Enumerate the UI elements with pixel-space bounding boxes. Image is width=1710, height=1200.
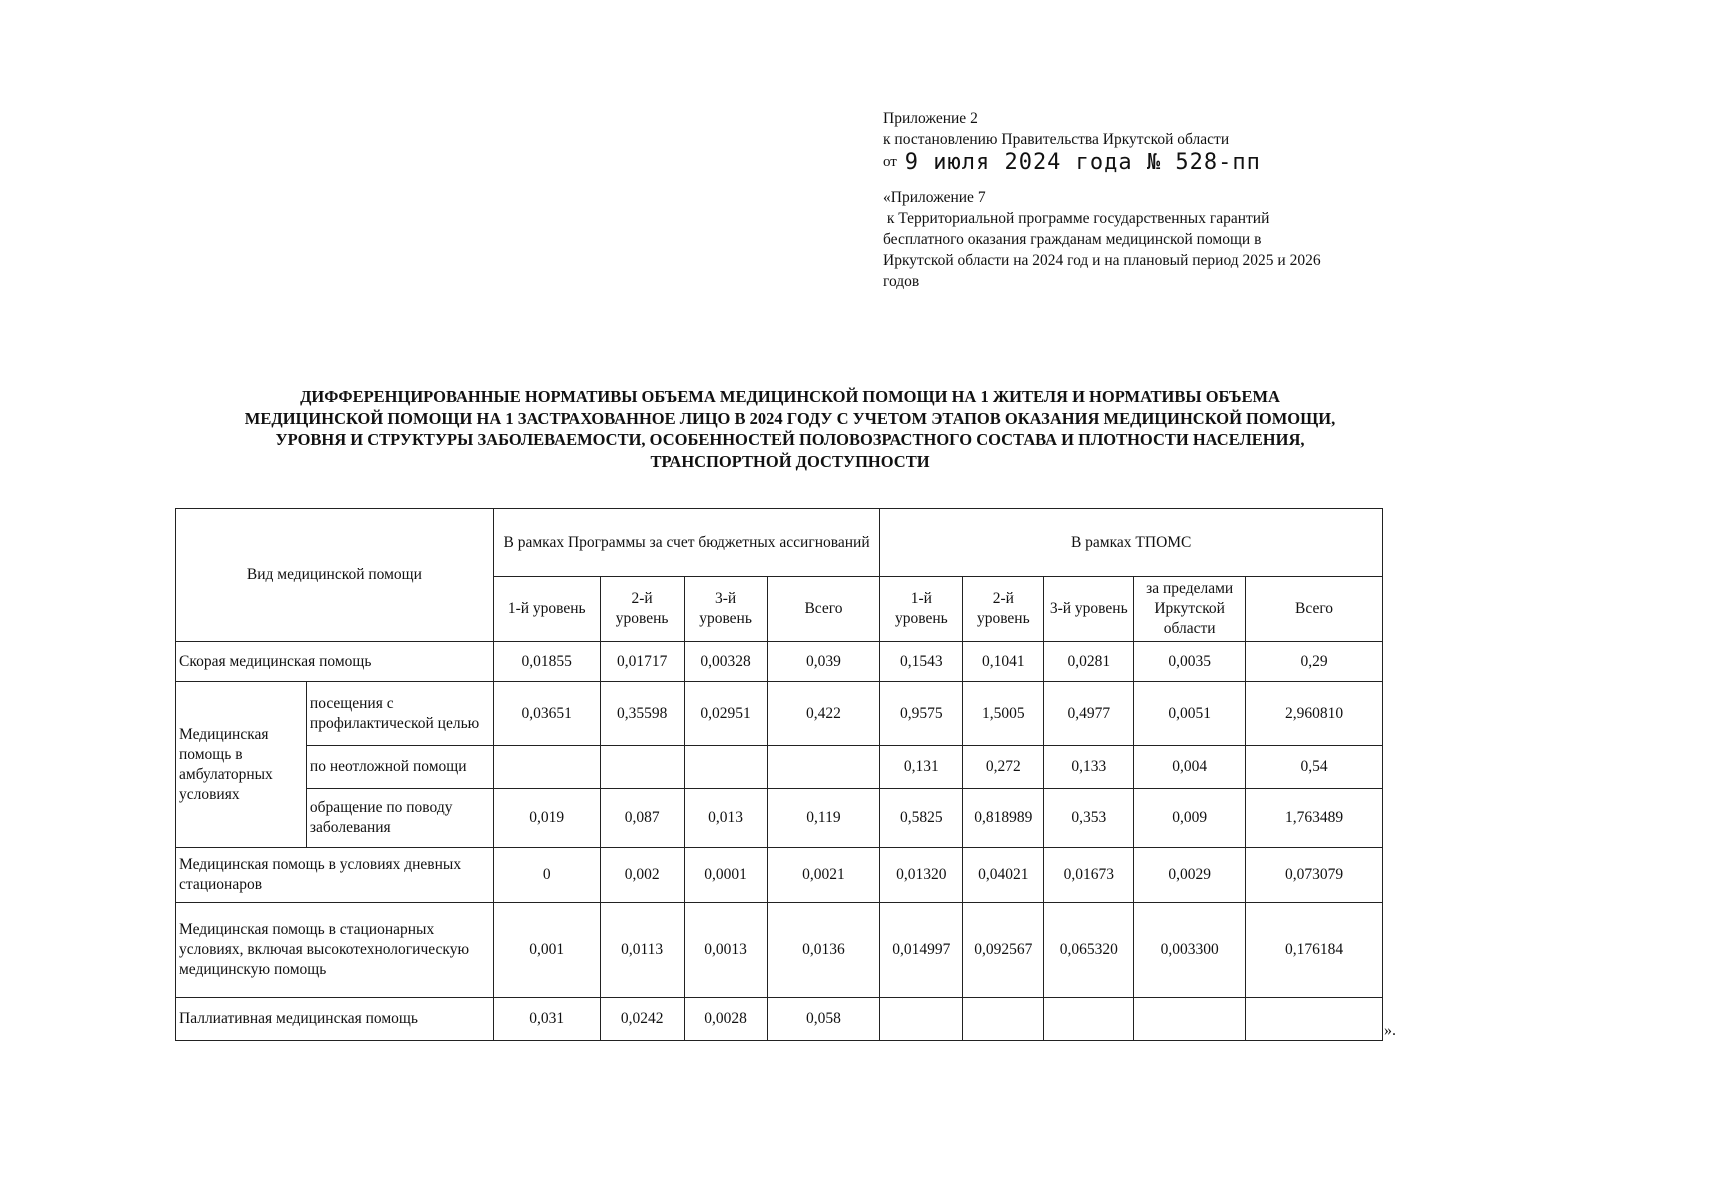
table-cell: 0,0013 (684, 903, 767, 998)
table-cell: 0,001 (493, 903, 600, 998)
table-row (176, 789, 1383, 848)
appendix-number: Приложение 2 (883, 110, 978, 127)
table-cell: 0,065320 (1044, 903, 1134, 998)
table-cell (493, 746, 600, 789)
table-cell: 0,0281 (1044, 642, 1134, 682)
program-line-2: бесплатного оказания гражданам медицинской помощи в (883, 231, 1262, 248)
header-kind: Вид медицинской помощи (176, 509, 494, 642)
table-cell: 0,0021 (767, 848, 880, 903)
table-cell: 0,29 (1246, 642, 1383, 682)
table-cell: 0,0001 (684, 848, 767, 903)
table-cell: 0,9575 (880, 682, 963, 746)
table-cell: 0,54 (1246, 746, 1383, 789)
table-cell: 1,5005 (963, 682, 1044, 746)
appendix-header (883, 108, 1403, 292)
table-cell: 0,0051 (1134, 682, 1246, 746)
table-cell: 0,03651 (493, 682, 600, 746)
table-cell (880, 998, 963, 1041)
header-budget-level2: 2-й уровень (600, 577, 684, 642)
title-line-1: ДИФФЕРЕНЦИРОВАННЫЕ НОРМАТИВЫ ОБЪЕМА МЕДИЦИНСКОЙ ПОМОЩИ НА 1 ЖИТЕЛЯ И НОРМАТИВЫ ОБЪЕМА (300, 387, 1280, 406)
table-cell: 0,092567 (963, 903, 1044, 998)
row-label: посещения с профилактической целью (306, 682, 493, 746)
header-tpoms-level1: 1-й уровень (880, 577, 963, 642)
table-cell: 0,0028 (684, 998, 767, 1041)
table-cell: 0,058 (767, 998, 880, 1041)
row-label: обращение по поводу заболевания (306, 789, 493, 848)
table-cell (767, 746, 880, 789)
table-cell: 1,763489 (1246, 789, 1383, 848)
header-budget-total: Всего (767, 577, 880, 642)
table-cell (1246, 998, 1383, 1041)
table-cell: 0,0035 (1134, 642, 1246, 682)
table-cell: 0,02951 (684, 682, 767, 746)
table-row (176, 746, 1383, 789)
appendix7-line: «Приложение 7 (883, 189, 986, 206)
resolution-reference: к постановлению Правительства Иркутской области (883, 131, 1230, 148)
closing-quote: ». (1384, 1022, 1396, 1039)
date-prefix: от (883, 154, 897, 170)
handwritten-date: 9 июля 2024 года № 528-пп (904, 150, 1261, 175)
table-cell: 0,014997 (880, 903, 963, 998)
table-cell: 0,002 (600, 848, 684, 903)
table-cell: 0,1543 (880, 642, 963, 682)
table-cell: 0,01320 (880, 848, 963, 903)
header-tpoms-level3: 3-й уровень (1044, 577, 1134, 642)
table-cell (1044, 998, 1134, 1041)
table-cell: 0,013 (684, 789, 767, 848)
resolution-date (883, 152, 1403, 175)
table-cell: 0,00328 (684, 642, 767, 682)
table-cell: 0,01717 (600, 642, 684, 682)
row-label: Паллиативная медицинская помощь (176, 998, 494, 1041)
program-line-3: Иркутской области на 2024 год и на плановый период 2025 и 2026 (883, 252, 1321, 269)
row-label: Медицинская помощь в условиях дневных стационаров (176, 848, 494, 903)
table-cell: 0,353 (1044, 789, 1134, 848)
table-cell: 0,01855 (493, 642, 600, 682)
table-cell: 0,818989 (963, 789, 1044, 848)
row-label: Медицинская помощь в стационарных условиях, включая высокотехнологическую медицинскую помощь (176, 903, 494, 998)
title-line-2: МЕДИЦИНСКОЙ ПОМОЩИ НА 1 ЗАСТРАХОВАННОЕ ЛИЦО В 2024 ГОДУ С УЧЕТОМ ЭТАПОВ ОКАЗАНИЯ МЕДИЦИНСКОЙ ПОМОЩИ, (244, 408, 1336, 428)
table-cell: 0,4977 (1044, 682, 1134, 746)
table-cell: 0,133 (1044, 746, 1134, 789)
table-cell: 0,019 (493, 789, 600, 848)
table-cell: 0,009 (1134, 789, 1246, 848)
table-cell (1134, 998, 1246, 1041)
table-cell: 0,0029 (1134, 848, 1246, 903)
table-cell: 0,087 (600, 789, 684, 848)
table-header-row-1 (176, 509, 1383, 577)
table-cell: 0,5825 (880, 789, 963, 848)
table-cell: 0,0136 (767, 903, 880, 998)
header-tpoms-group: В рамках ТПОМС (880, 509, 1383, 577)
table-cell: 0,04021 (963, 848, 1044, 903)
program-line-4: годов (883, 273, 920, 290)
table-row (176, 848, 1383, 903)
norms-table (175, 508, 1383, 1041)
table-cell: 0,119 (767, 789, 880, 848)
table-cell: 0,031 (493, 998, 600, 1041)
table-cell: 0,004 (1134, 746, 1246, 789)
row-label: по неотложной помощи (306, 746, 493, 789)
table-row (176, 642, 1383, 682)
table-cell: 2,960810 (1246, 682, 1383, 746)
program-line-1: к Территориальной программе государственных гарантий (883, 210, 1270, 227)
header-tpoms-level2: 2-й уровень (963, 577, 1044, 642)
table-cell: 0,01673 (1044, 848, 1134, 903)
table-cell: 0,35598 (600, 682, 684, 746)
row-label: Скорая медицинская помощь (176, 642, 494, 682)
table-cell: 0,131 (880, 746, 963, 789)
table-cell: 0,0113 (600, 903, 684, 998)
header-budget-level3: 3-й уровень (684, 577, 767, 642)
table-cell: 0,1041 (963, 642, 1044, 682)
ambulatory-group-label: Медицинская помощь в амбулаторных условиях (176, 682, 307, 848)
header-budget-group: В рамках Программы за счет бюджетных ассигнований (493, 509, 880, 577)
header-budget-level1: 1-й уровень (493, 577, 600, 642)
title-line-4: ТРАНСПОРТНОЙ ДОСТУПНОСТИ (650, 451, 930, 471)
title-line-3: УРОВНЯ И СТРУКТУРЫ ЗАБОЛЕВАЕМОСТИ, ОСОБЕННОСТЕЙ ПОЛОВОЗРАСТНОГО СОСТАВА И ПЛОТНОСТИ НАСЕЛЕНИЯ, (275, 430, 1305, 449)
table-cell: 0,176184 (1246, 903, 1383, 998)
header-tpoms-outside: за пределами Иркутской области (1134, 577, 1246, 642)
table-row (176, 903, 1383, 998)
table-row (176, 682, 1383, 746)
table-cell: 0 (493, 848, 600, 903)
table-cell: 0,073079 (1246, 848, 1383, 903)
table-cell (684, 746, 767, 789)
table-cell: 0,422 (767, 682, 880, 746)
table-cell (600, 746, 684, 789)
document-title (170, 386, 1410, 472)
table-cell (963, 998, 1044, 1041)
table-cell: 0,039 (767, 642, 880, 682)
table-cell: 0,272 (963, 746, 1044, 789)
table-row (176, 998, 1383, 1041)
header-tpoms-total: Всего (1246, 577, 1383, 642)
table-cell: 0,003300 (1134, 903, 1246, 998)
table-cell: 0,0242 (600, 998, 684, 1041)
